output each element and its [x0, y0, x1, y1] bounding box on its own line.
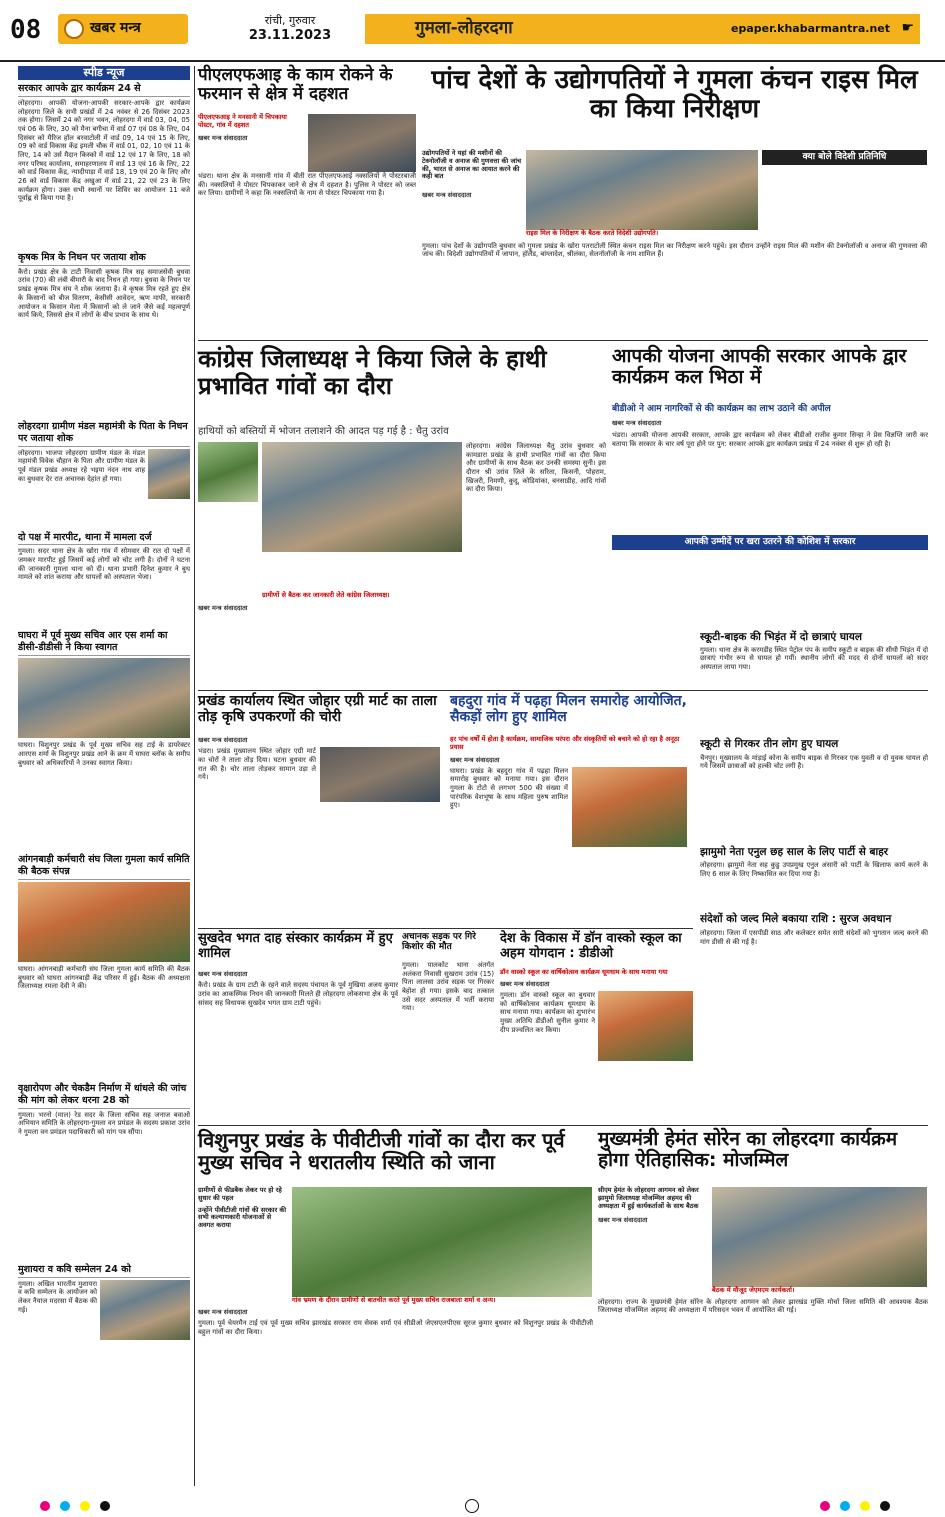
cyan-registration-dot [840, 1501, 850, 1511]
sidebar-headline[interactable]: आंगनबाड़ी कर्मचारी संघ जिला गुमला कार्य समिति की बैठक संपन्न [18, 854, 190, 880]
yellow-registration-dot [860, 1501, 870, 1511]
issue-date: 23.11.2023 [248, 28, 332, 44]
yellow-registration-dot [80, 1501, 90, 1511]
poet-meeting-photo [100, 1280, 190, 1340]
byline: खबर मन्त्र संवाददाता [198, 970, 248, 978]
byline: खबर मन्त्र संवाददाता [198, 133, 248, 142]
milan-article [450, 694, 690, 924]
article-headline[interactable]: मुख्यमंत्री हेमंत सोरेन का लोहरदगा कार्यक्रम होगा ऐतिहासिक: मोजम्मिल [598, 1128, 898, 1172]
article-subheadline: हाथियों को बस्तियों में भोजन तलाशने की आदत पड़ गई है : चैतु उरांव [198, 426, 449, 437]
sidebar-body: लोहरदगा। भाजपा लोहरदगा ग्रामीण मंडल के मंडल महामंत्री विवेक चौहान के पिता और ग्रामीण मंडल के पूर्व मंडल प्रखंड अध्यक्ष रहे भइया नंदन नाथ शाह का बुधवार देर रात अचानक देहांत हो गया। [18, 448, 145, 483]
sidebar-headline[interactable]: वृक्षारोपण और चेकडैम निर्माण में धांधले की जांच की मांग को लेकर धरना 28 को [18, 1083, 190, 1109]
article-body: लोहरदगा। झामुमो नेता सह कुडु उपप्रमुख एनुल अंसारी को पार्टी के खिलाफ कार्य करने के लिए 6 साल के लिए निष्कासित कर दिया गया है। [700, 861, 928, 878]
magenta-registration-dot [820, 1501, 830, 1511]
epaper-link[interactable]: epaper.khabarmantra.net [731, 22, 890, 35]
village-visit-photo [292, 1187, 592, 1297]
milan-photo [572, 767, 687, 847]
article-headline[interactable]: स्कूटी-बाइक की भिड़ंत में दो छात्राएं घायल [700, 631, 862, 643]
village-meeting-photo [262, 442, 462, 552]
article-body: गुमला। पूर्व चेयरमैन टाई एवं पूर्व मुख्य सचिव झारखंड सरकार राम सेवक शर्मा एवं सीडीओ जेएसएलपीएस सूरज कुमार बुधवार को विशुनपुर प्रखंड के पीवीटीजी बहुल गांवों का दौरा किया। [198, 1318, 593, 1336]
byline: खबर मन्त्र संवाददाता [612, 418, 662, 427]
logo-text: खबर मन्त्र [90, 20, 141, 36]
cyan-registration-dot [60, 1501, 70, 1511]
cm-article [598, 1129, 928, 1489]
sidebar-body: गुमला। भरनो (माल) रेड सदर के जिला सचिव सह जनाज बवाओ अभियान समिति के लोहरदगा-गुमला वन प्रमंडल के सदस्य प्रकाश उरांव ने गुमला वन प्रमंडल पदाधिकारी को मांग पत्र सौंपा। [18, 1110, 190, 1136]
school-event-photo [598, 991, 693, 1061]
article-headline[interactable]: स्कूटी से गिरकर तीन लोग हुए घायल [700, 737, 839, 750]
article-body: गुमला। डॉन वास्को स्कूल का बुधवार को वार्षिकोत्सव कार्यक्रम धूमधाम के साथ मनाया गया। कार्यक्रम का शुभारंभ मुख्य अतिथि डीडीओ सुनील कुमार ने दीप प्रज्वलित कर किया। [500, 990, 595, 1034]
crosshair-icon [465, 1499, 479, 1513]
byline: खबर मन्त्र संवाददाता [198, 736, 248, 744]
right-briefs [700, 630, 928, 1080]
article-body: भंडरा। प्रखंड मुख्यालय स्थित जोहार एग्री मार्ट का चोरों ने ताला तोड़ दिया। घटना बुधवार की रात की है। चोर ताला तोड़कर सामान उड़ा ले गये। [198, 747, 316, 782]
article-headline[interactable]: सुखदेव भगत दाह संस्कार कार्यक्रम में हुए शामिल [198, 931, 393, 961]
photo-caption: उद्योगपतियों ने यहां की मशीनों की टेक्नोलॉजी व अनाज की गुणवत्ता की जांच की, भारत से अनाज का आयात करने की कही बात [422, 149, 522, 181]
article-subheadline: बीडीओ ने आम नागरिकों से की कार्यक्रम का लाभ उठाने की अपील [612, 404, 831, 414]
photo-caption: सीएम हेमंत के लोहरदगा आगमन को लेकर झामुमो जिलाध्यक्ष मोजम्मिल अहमद की अध्यक्षता में हुई कार्यकर्ताओं के साथ बैठक [598, 1186, 699, 1210]
article-body: लोहरदगा। जिला में एसपीडी साठ और कलेक्टर समेत सारी संदेशों को भुगतान जल्द करने की मांग डीसी से की गई है। [700, 929, 928, 946]
article-body: गुमला। पांच देशों के उद्योगपति बुधवार को गुमला प्रखंड के खोरा पतराटोली स्थित कंचन राइस मिल का निरीक्षण करने पहुंचे। इस दौरान उन्होंने राइस मिल की मशीन की टेक्नोलॉजी व अनाज की गुणवत्ता की जांच की। विदेशी उद्योगपतियों में जापान, हॉलैंड, बांग्लादेश, श्रीलंका, सेलनॉलॉजी के नाम शामिल हैं। [422, 241, 927, 259]
article-headline[interactable]: कांग्रेस जिलाध्यक्ष ने किया जिले के हाथी प्रभावित गांवों का दौरा [198, 345, 547, 400]
speed-news-column [18, 66, 190, 1491]
welcome-photo [18, 658, 190, 738]
section-band [365, 14, 920, 44]
photo-caption: ग्रामीणों से बैठक कर जानकारी लेते कांग्रेस जिलाध्यक्ष। [262, 591, 390, 599]
byline: खबर मन्त्र संवाददाता [422, 191, 472, 200]
pointing-hand-icon: ☛ [901, 20, 914, 36]
don-vasco-article [500, 932, 695, 1112]
black-registration-dot [880, 1501, 890, 1511]
photo-caption: ग्रामीणों से फीडबैक लेकर पर हो रहे सुधार की पहल [198, 1186, 282, 1202]
sidebar-body: गुमला। सदर थाना क्षेत्र के खोरा गांव में सोमवार की रात दो पक्षों में जमकर मारपीट हुई जिसमें कई लोगों को चोट लगी है। दोनों ने घटना की जानकारी गुमला थाना को दी। थाना प्रभारी दिनेश कुमार ने बुध मामले को शांत कराया और घायलों को अस्पताल भेजा। [18, 547, 190, 582]
magenta-registration-dot [40, 1501, 50, 1511]
column-divider [194, 66, 195, 1486]
article-body: कैरो। प्रखंड के ग्राम टाटी के रहने वाले सदस्य पंचायत के पूर्व मुखिया अजय कुमार उरांव का आकस्मिक निधन की जानकारी मिलते ही लोहरदगा लोकसभा क्षेत्र के पूर्व सांसद सह विधायक सुखदेव भगत ग्राम टाटी पहुंचे। [198, 981, 398, 1007]
congress-article [198, 346, 606, 686]
article-body: लोहरदगा। कांग्रेस जिलाध्यक्ष चैतु उरांव बुधवार को कामडारा प्रखंड के हाथी प्रभावित गांवों का दौरा किया और ग्रामीणों के साथ बैठक कर उनकी समस्या सुनी। इस दौरान श्री उरांव जिले के सरिता, किसनी, पोहराम, खिजरी, निमणी, कुदू, कोडियांका, बनसाडीह, आदि गांवों का दौरा किया। [466, 442, 606, 494]
article-body: भंडरा। आपकी योजना आपकी सरकार, आपके द्वार कार्यक्रम को लेकर बीडीओ राजीव कुमार सिन्हा ने प्रेस विज्ञप्ति जारी कर बताया कि सरकार के चार वर्ष पूरा होने पर पुन: सरकार आपके द्वार कार्यक्रम प्रखंड में 24 नवंबर से शुरू हो रही है। [612, 430, 928, 448]
dateline [230, 14, 350, 45]
divider [198, 340, 928, 341]
logo-circle-icon [64, 19, 84, 39]
industrialists-article [422, 66, 927, 336]
box-title: क्या बोले विदेशी प्रतिनिधि [762, 150, 927, 165]
black-registration-dot [100, 1501, 110, 1511]
pfi-article [198, 66, 416, 336]
page-number: 08 [10, 15, 42, 45]
sidebar-body: घाघरा। आंगनबाड़ी कर्मचारी संघ जिला गुमला कार्य समिति की बैठक बुधवार को घाघरा आंगनबाड़ी केंद्र परिसर में हुई। बैठक की अध्यक्षता जिलाध्यक्ष रमला देवी ने की। [18, 964, 190, 991]
section-title: गुमला-लोहरदगा [415, 18, 513, 38]
speed-news-title: स्पीड न्यूज [18, 66, 190, 80]
byline: खबर मन्त्र संवाददाता [500, 979, 550, 988]
photo-caption: डॉन वास्को स्कूल का वार्षिकोत्सव कार्यक्रम धूमधाम के साथ मनाया गया [500, 968, 668, 976]
article-headline[interactable]: झामुमो नेता एनुल छह साल के लिए पार्टी से बाहर [700, 845, 889, 858]
photo-caption: उन्होंने पीवीटीजी गांवों की सरकार की सभी कल्याणकारी योजनाओं से अवगत कराया [198, 1205, 287, 1230]
byline: खबर मन्त्र संवाददाता [198, 603, 248, 612]
sidebar-body: कैरो। प्रखंड क्षेत्र के टाटी निवासी कृषक मित्र सह समाजसेवी बुधवा उरांव (70) की लंबी बीमारी के बाद निधन हो गया। बुधवा के निधन पर प्रखंड कृषक मित्र संघ ने शोक जताया है। वे कृषक मित्र रहते हुए क्षेत्र के किसानों को बीज वितरण, केसीसी आवेदन, ऋण माफी, सरकारी आयोजन व किसान मेला में किसानों को ले जाने जैसे कई महत्वपूर्ण कार्य किये, जिससे क्षेत्र में लोगों के बीच प्रभाव के साथ थे। [18, 267, 190, 320]
byline: खबर मन्त्र संवाददाता [450, 755, 500, 764]
poster-photo [308, 114, 416, 172]
photo-caption: गांव भ्रमण के दौरान ग्रामीणों से बातचीत करते पूर्व मुख्य सचिव राजबाला शर्मा व अन्य। [292, 1296, 496, 1304]
rice-mill-photo [526, 150, 758, 230]
photo-caption: राइस मिल के निरीक्षण के बैठक करते विदेशी उद्योगपति। [526, 229, 659, 237]
article-body: गुमला। पालकोट थाना अंतर्गत अलंकरा निवासी सुखराम उरांव (15) पिता लालसा उरांव सड़क पर गिरकर बेहोश हो गया। इसके बाद तत्काल उसे सदर अस्पताल में भर्ती कराया गया। [402, 961, 494, 1013]
jmm-meeting-photo [712, 1187, 927, 1287]
sidebar-headline[interactable]: सरकार आपके द्वार कार्यक्रम 24 से [18, 83, 190, 97]
article-body: लोहरदगा। राज्य के मुख्यमंत्री हेमंत सोरेन के लोहरदगा आगमन को लेकर झारखंड मुक्ति मोर्चा जिला समिति की आवश्यक बैठक जिलाध्यक्ष मोजम्मिल अहमद की अध्यक्षता में परिसदन भवन में आयोजित की गई। [598, 1297, 928, 1315]
article-body: घाघरा। प्रखंड के बहदुरा गांव में पढ़हा मिलन समारोह बुधवार को मनाया गया। इस दौरान गुमला के टोटो से लगभग 500 की संख्या में पारंपरिक वेशभूषा के साथ महिला पुरुष शामिल हुए। [450, 766, 568, 810]
sidebar-headline[interactable]: मुशायरा व कवि सम्मेलन 24 को [18, 1264, 190, 1278]
sidebar-headline[interactable]: कृषक मित्र के निधन पर जताया शोक [18, 252, 190, 266]
page-header [0, 0, 945, 62]
leader-photo [198, 442, 258, 502]
article-body: गुमला। थाना क्षेत्र के करमडीह स्थित पेट्रोल पंप के समीप स्कूटी व बाइक की सीधी भिड़ंत में दो छात्राएं गंभीर रूप से घायल हो गयीं। स्थानीय लोगों की मदद से दोनों घायलों को सदर अस्पताल लाया गया। [700, 645, 928, 672]
store-theft-article [198, 694, 443, 924]
divider [198, 1125, 928, 1126]
article-headline[interactable]: पीएलएफआइ के काम रोकने के फरमान से क्षेत्र में दहशत [198, 65, 393, 105]
portrait-photo [148, 449, 190, 499]
article-headline[interactable]: अचानक सड़क पर गिरे किशोर की मौत [402, 932, 476, 953]
byline: खबर मन्त्र संवाददाता [598, 1216, 648, 1225]
article-body: चैनपुर। मुख्यालय के मांड़ाई कोना के समीप बाइक से गिरकर एक युवती व दो युवक घायल हो गये जिसमें छात्राओं को हल्की चोट लगी है। [700, 753, 928, 771]
photo-caption: पीएलएफआइ ने मनसानी में चिपकाया पोस्टर, गांव में दहशत [198, 113, 287, 129]
sidebar-body: लोहरदगा। आपकी योजना-आपकी सरकार-आपके द्वार कार्यक्रम लोहरदगा जिले के सभी प्रखंडों में 24 नवंबर से 26 दिसंबर 2023 तक होगा। जिसमें 24 को नगर भवन, लोहरदगा में वार्ड 03, 04, 05 एवं 06 के लिए, 30 को मैना बगीचा में वार्ड 07 एवं 08 के लिए, 04 दिसंबर को मैरिज हॉल बरवाटोली में वार्ड 09, 14 एवं 15 के लिए, 09 को वार्ड विकास केंद्र इमली चौक में वार्ड 01, 02, 10 एवं 11 के लिए, 14 को उर्स मैदान किस्को में वार्ड 12 एवं 17 के लिए, 18 को नगर परिषद कार्यालय, समाहरणालय में वार्ड 13 एवं 16 के लिए, 22 को वार्ड विकास केंद्र, न्यादीपाड़ा में वार्ड 18, 19 एवं 20 के लिए और 26 को वार्ड विकास केंद्र अखुआ में वार्ड 21, 22 एवं 23 के लिए कार्यक्रम होगा। उक्त सभी स्थानों पर शिविर का आयोजन 11 बजे पूर्वाह्न से किया गया है। [18, 98, 190, 203]
accident-article [402, 932, 494, 1112]
article-headline[interactable]: पांच देशों के उद्योगपतियों ने गुमला कंचन राइस मिल का किया निरीक्षण [431, 65, 918, 125]
vishunpur-article [198, 1129, 593, 1489]
article-headline[interactable]: बहदुरा गांव में पढ़हा मिलन समारोह आयोजित, सैकड़ों लोग हुए शामिल [450, 693, 687, 725]
anganwadi-meeting-photo [18, 882, 190, 962]
article-headline[interactable]: संदेशों को जल्द मिले बकाया राशि : सुरज अवधान [700, 913, 892, 926]
article-body: भंडरा। थाना क्षेत्र के मनसानी गांव में बीती रात पीएलएफआई नक्सलियों ने पोस्टरबाजी की। नक्सलियों ने पोस्टर चिपकाकर जाने से क्षेत्र में दहशत है। पुलिस ने पोस्टर को जब्त कर लिया। ग्रामीणों ने कहा कि नक्सलियों के नाम से पोस्टर चिपकाया गया है। [198, 172, 416, 198]
sukhdev-article [198, 932, 398, 1112]
article-headline[interactable]: आपकी योजना आपकी सरकार आपके द्वार कार्यक्रम कल भिठा में [612, 345, 907, 389]
photo-caption: हर पांच वर्षों में होता है कार्यक्रम, सामाजिक परंपरा और संस्कृतियों को बचाने को हो रहा है अनूठा प्रयास [450, 735, 680, 751]
print-registration-footer [0, 1495, 945, 1517]
sidebar-headline[interactable]: घाघरा में पूर्व मुख्य सचिव आर एस शर्मा का डीसी-डीडीसी ने किया स्वागत [18, 630, 190, 656]
photo-caption: बैठक में मौजूद जेएमएम कार्यकर्ता। [712, 1286, 795, 1294]
store-photo [320, 747, 440, 802]
sidebar-body: घाघरा। विशुनपुर प्रखंड के पूर्व मुख्य सचिव सह टाई के डायरेक्टर आरएस शर्मा के विशुनपुर प्रखंड आने के क्रम में घाघरा ब्लॉक के समीप बुधवार को अधिकारियों ने उनका स्वागत किया। [18, 741, 190, 767]
khabar-mantra-logo[interactable] [58, 14, 188, 44]
article-headline[interactable]: देश के विकास में डॉन वास्को स्कूल का अहम योगदान : डीडीओ [500, 931, 682, 961]
sidebar-headline[interactable]: दो पक्ष में मारपीट, थाना में मामला दर्ज [18, 532, 190, 546]
byline: खबर मन्त्र संवाददाता [198, 1307, 248, 1316]
sidebar-headline[interactable]: लोहरदगा ग्रामीण मंडल महामंत्री के पिता के निधन पर जताया शोक [18, 421, 190, 447]
city-day: रांची, गुरुवार [264, 14, 316, 27]
article-headline[interactable]: विशुनपुर प्रखंड के पीवीटीजी गांवों का दौरा कर पूर्व मुख्य सचिव ने धरातलीय स्थिति को जाना [198, 1128, 565, 1175]
sidebar-body: गुमला। अखिल भारतीय मुशायरा व कवि सम्मेलन के आयोजन को लेकर नैयाज मदरसा में बैठक की गई। [18, 1279, 97, 1314]
box-title: आपकी उम्मीदें पर खरा उतरने की कोशिश में सरकार [612, 535, 928, 550]
divider [198, 928, 693, 929]
article-headline[interactable]: प्रखंड कार्यालय स्थित जोहार एग्री मार्ट का ताला तोड़ कृषि उपकरणों की चोरी [198, 693, 437, 725]
